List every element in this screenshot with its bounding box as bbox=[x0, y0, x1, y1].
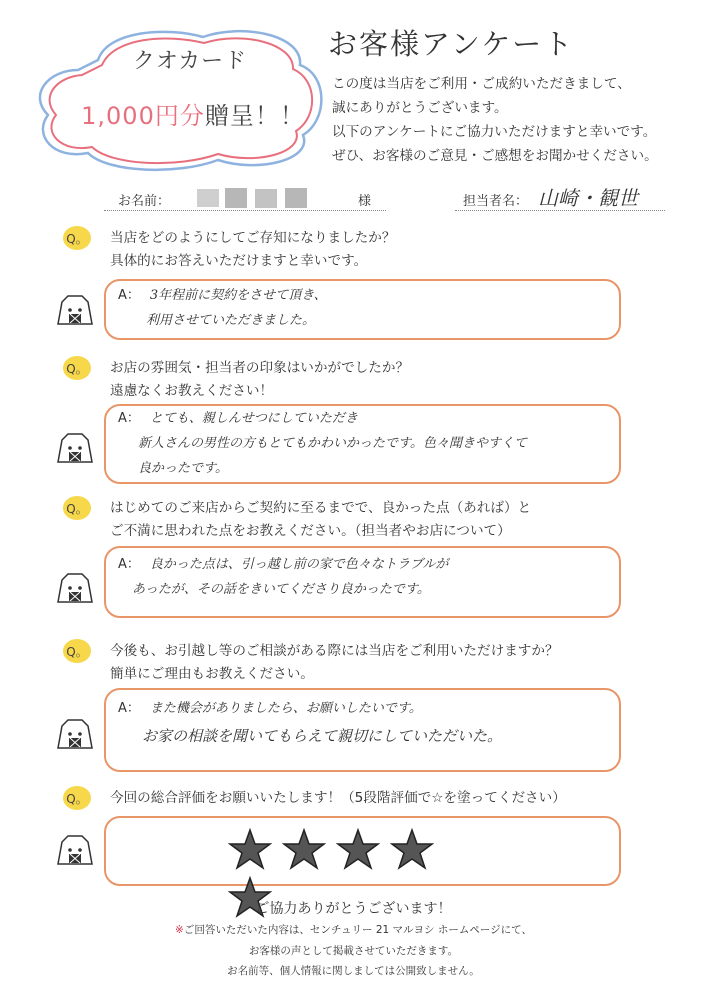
footer-note: お名前等、個人情報に関しましては公開致しません。 bbox=[227, 965, 480, 977]
staff-label: 担当者名： bbox=[463, 194, 529, 209]
intro-line: 誠にありがとうございます。 bbox=[332, 100, 508, 116]
answer-text: A： また機会がありましたら、お願いしたいです。 お家の相談を聞いてもらえて親切にしていただいた。 bbox=[118, 701, 503, 745]
promo-amount bbox=[58, 96, 328, 131]
page-title: お客様アンケート bbox=[328, 27, 575, 61]
respondent-face-icon bbox=[54, 716, 96, 756]
star-rating bbox=[228, 827, 488, 871]
question-text: 今回の総合評価をお願いいたします！（5段階評価で☆を塗ってください） bbox=[110, 790, 566, 806]
q-icon bbox=[62, 225, 92, 251]
intro-line: 以下のアンケートにご協力いただけますと幸いです。 bbox=[332, 124, 657, 140]
intro-line: ぜひ、お客様のご意見・ご感想をお聞かせください。 bbox=[332, 148, 658, 164]
name-underline bbox=[104, 210, 386, 211]
rating-star-icon[interactable] bbox=[390, 827, 434, 871]
rating-star-icon[interactable] bbox=[282, 827, 326, 871]
respondent-face-icon bbox=[54, 292, 96, 332]
respondent-face-icon bbox=[54, 430, 96, 470]
intro-line: この度は当店をご利用・ご成約いただきまして、 bbox=[332, 76, 631, 92]
redacted-name bbox=[195, 185, 315, 211]
question-text: お店の雰囲気・担当者の印象はいかがでしたか？ 遠慮なくお教えください！ bbox=[110, 360, 410, 399]
footer-note: お客様の声として掲載させていただきます。 bbox=[248, 945, 459, 957]
svg-text:Q。: Q。 bbox=[66, 645, 88, 659]
note-mark: ※ bbox=[175, 924, 184, 936]
thanks-text: ご協力ありがとうございます！ bbox=[255, 901, 452, 917]
answer-text: A： とても、親しんせつにしていただき 新人さんの男性の方もとてもかわいかったです。色々聞きやすくて 良かったです。 bbox=[118, 411, 527, 476]
svg-text:Q。: Q。 bbox=[66, 792, 88, 806]
intro-text bbox=[332, 72, 704, 168]
staff-underline bbox=[455, 210, 665, 211]
question-text: 今後も、お引越し等のご相談がある際には当店をご利用いただけますか？ 簡単にご理由もお教えください。 bbox=[110, 643, 559, 682]
respondent-face-icon bbox=[54, 570, 96, 610]
promo-card-name: クオカード bbox=[132, 49, 248, 74]
answer-text: A： 3年程前に契約をさせて頂き、 利用させていただきました。 bbox=[118, 288, 327, 328]
q-icon bbox=[62, 355, 92, 381]
promo-amount-value: 1,000 bbox=[81, 102, 155, 130]
promo-gift: 贈呈！！ bbox=[204, 102, 305, 130]
question-text: はじめてのご来店からご契約に至るまでで、良かった点（あれば）と ご不満に思われた点をお教えください。（担当者やお店について） bbox=[110, 500, 532, 539]
respondent-face-icon bbox=[54, 832, 96, 872]
promo-amount-unit: 円分 bbox=[154, 102, 205, 130]
staff-name: 山崎・観世 bbox=[538, 186, 638, 210]
name-label: お名前： bbox=[118, 194, 171, 209]
footer-note: ※ご回答いただいた内容は、センチュリー 21 マルヨシ ホームページにて、 bbox=[175, 924, 532, 936]
answer-text: A： 良かった点は、引っ越し前の家で色々なトラブルが あったが、その話をきいてくださり良かったです。 bbox=[118, 557, 449, 597]
svg-text:Q。: Q。 bbox=[66, 232, 88, 246]
rating-star-icon[interactable] bbox=[336, 827, 380, 871]
q-icon bbox=[62, 785, 92, 811]
q-icon bbox=[62, 638, 92, 664]
svg-text:Q。: Q。 bbox=[66, 502, 88, 516]
rating-star-icon[interactable] bbox=[228, 827, 272, 871]
honorific: 様 bbox=[358, 194, 372, 209]
q-icon bbox=[62, 495, 92, 521]
svg-text:Q。: Q。 bbox=[66, 362, 88, 376]
question-text: 当店をどのようにしてご存知になりましたか？ 具体的にお答えいただけますと幸いです。 bbox=[110, 230, 396, 269]
